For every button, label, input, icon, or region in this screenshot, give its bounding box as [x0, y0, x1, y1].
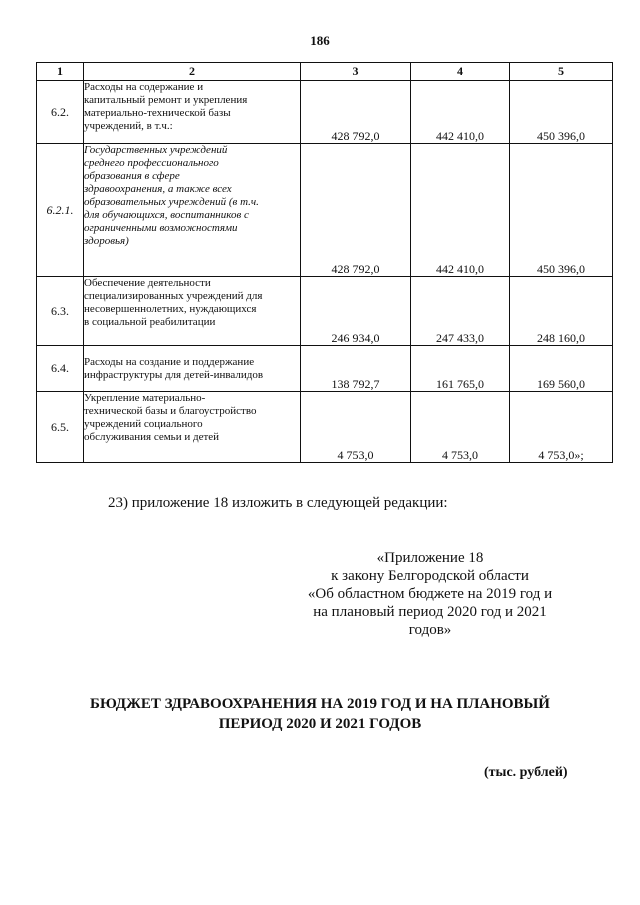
value-2021: 169 560,0 — [510, 346, 613, 392]
value-2021: 248 160,0 — [510, 277, 613, 346]
budget-table — [36, 62, 613, 463]
value-2020: 442 410,0 — [411, 81, 510, 144]
description-line: в социальной реабилитации — [84, 316, 216, 328]
value-2019: 428 792,0 — [301, 81, 411, 144]
description-line: ограниченными возможностями — [84, 222, 238, 234]
description-line: Укрепление материально- — [84, 392, 206, 404]
description-line: Государственных учреждений — [84, 144, 228, 156]
column-header-5: 5 — [510, 63, 613, 81]
value-2020: 4 753,0 — [411, 392, 510, 463]
row-description — [84, 277, 301, 346]
table-header-row — [37, 63, 613, 81]
value-2019: 4 753,0 — [301, 392, 411, 463]
row-code: 6.3. — [37, 277, 84, 346]
description-line: здравоохранения, а также всех — [84, 183, 232, 195]
budget-title-line: БЮДЖЕТ ЗДРАВООХРАНЕНИЯ НА 2019 ГОД И НА ПЛАНОВЫЙ — [90, 696, 550, 712]
value-2021: 450 396,0 — [510, 144, 613, 277]
budget-title — [40, 694, 600, 734]
appendix-line: «Приложение 18 — [376, 550, 484, 566]
value-2020: 161 765,0 — [411, 346, 510, 392]
row-description — [84, 392, 301, 463]
description-line: образования в сфере — [84, 170, 180, 182]
description-line: для обучающихся, воспитанников с — [84, 209, 249, 221]
appendix-line: на плановый период 2020 год и 2021 — [313, 604, 547, 620]
description-line: здоровья) — [84, 235, 129, 247]
row-code: 6.5. — [37, 392, 84, 463]
appendix-line: «Об областном бюджете на 2019 год и — [307, 586, 553, 602]
value-2021: 450 396,0 — [510, 81, 613, 144]
value-2019: 428 792,0 — [301, 144, 411, 277]
paragraph-23: 23) приложение 18 изложить в следующей редакции: — [108, 495, 448, 511]
column-header-3: 3 — [301, 63, 411, 81]
description-line: инфраструктуры для детей-инвалидов — [84, 369, 264, 381]
page-number: 186 — [310, 33, 330, 48]
row-code: 6.2. — [37, 81, 84, 144]
description-line: капитальный ремонт и укрепления — [84, 94, 248, 106]
column-header-4: 4 — [411, 63, 510, 81]
value-2021: 4 753,0»; — [510, 392, 613, 463]
table-row — [37, 392, 613, 463]
value-2020: 442 410,0 — [411, 144, 510, 277]
units-label: (тыс. рублей) — [484, 765, 568, 780]
description-line: несовершеннолетних, нуждающихся — [84, 303, 257, 315]
description-line: учреждений социального — [84, 418, 203, 430]
appendix-reference — [270, 549, 590, 639]
appendix-line: к закону Белгородской области — [331, 568, 529, 584]
description-line: Расходы на создание и поддержание — [84, 356, 255, 368]
row-description — [84, 144, 301, 277]
value-2019: 246 934,0 — [301, 277, 411, 346]
description-line: материально-технической базы — [84, 107, 231, 119]
table-row — [37, 144, 613, 277]
value-2020: 247 433,0 — [411, 277, 510, 346]
table-row — [37, 277, 613, 346]
description-line: среднего профессионального — [84, 157, 219, 169]
description-line: Обеспечение деятельности — [84, 277, 211, 289]
description-line: учреждений, в т.ч.: — [84, 120, 173, 132]
description-line: Расходы на содержание и — [84, 81, 204, 93]
column-header-2: 2 — [84, 63, 301, 81]
description-line: обслуживания семьи и детей — [84, 431, 220, 443]
table-row — [37, 81, 613, 144]
description-line: специализированных учреждений для — [84, 290, 263, 302]
row-code: 6.2.1. — [37, 144, 84, 277]
column-header-1: 1 — [37, 63, 84, 81]
budget-title-line: ПЕРИОД 2020 И 2021 ГОДОВ — [218, 716, 422, 732]
row-description — [84, 346, 301, 392]
row-description — [84, 81, 301, 144]
appendix-line: годов» — [408, 622, 452, 638]
description-line: образовательных учреждений (в т.ч. — [84, 196, 259, 208]
value-2019: 138 792,7 — [301, 346, 411, 392]
table-row — [37, 346, 613, 392]
description-line: технической базы и благоустройство — [84, 405, 257, 417]
row-code: 6.4. — [37, 346, 84, 392]
